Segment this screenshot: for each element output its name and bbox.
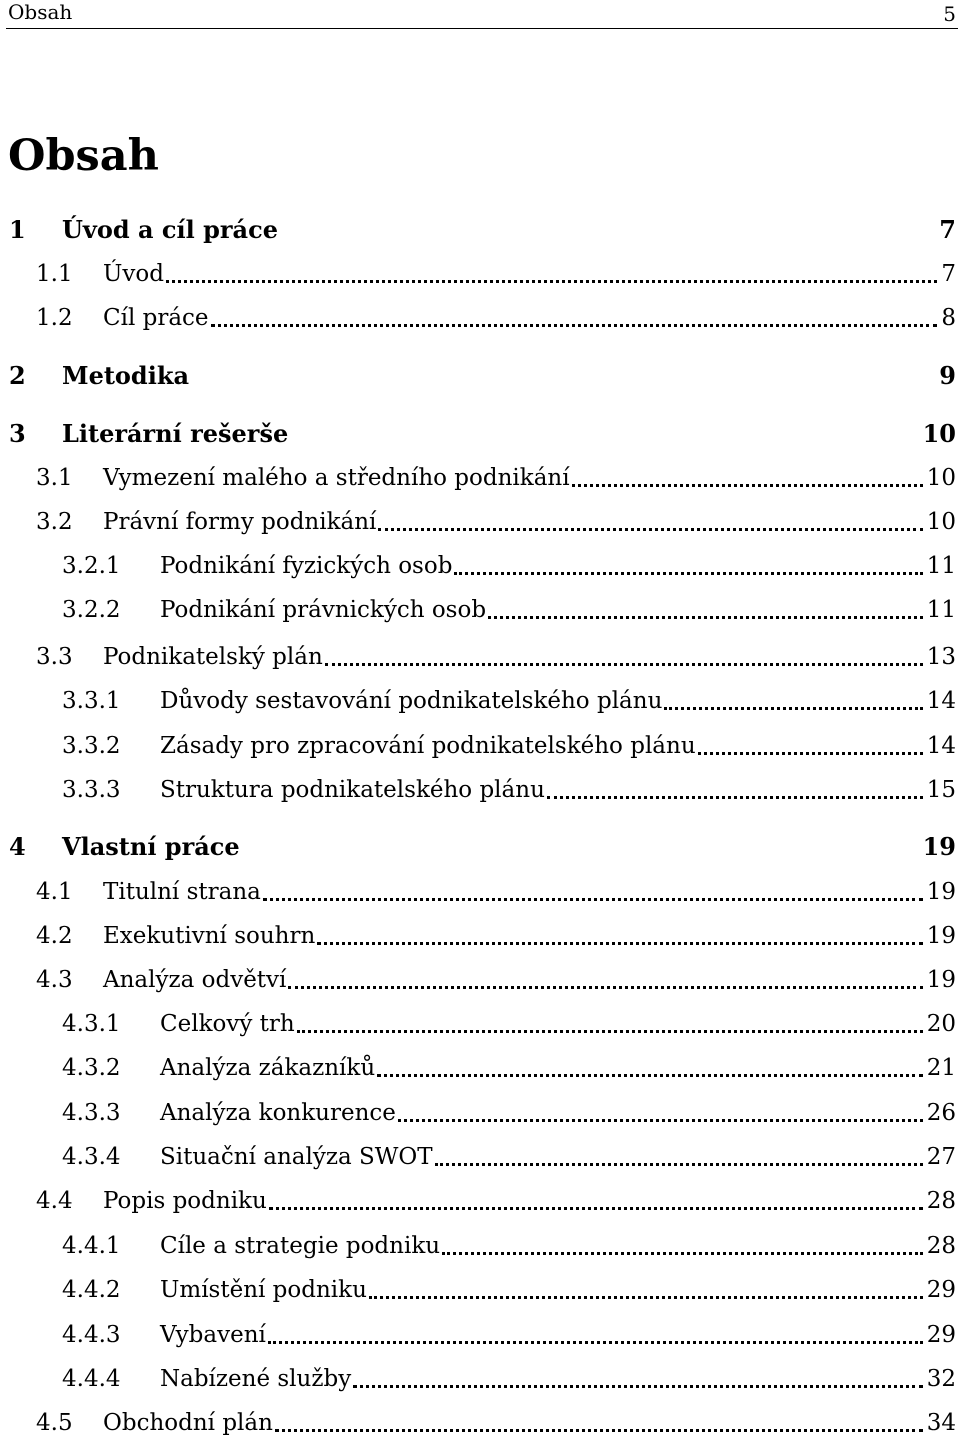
toc-entry-title: Popis podniku	[103, 1188, 267, 1214]
toc-entry-title: Analýza konkurence	[160, 1100, 396, 1126]
toc-dot-leader	[288, 986, 922, 989]
toc-entry-number: 4.2	[36, 923, 73, 949]
toc-entry[interactable]	[0, 505, 960, 539]
toc-entry-title: Podnikání právnických osob	[160, 597, 487, 623]
toc-entry[interactable]	[0, 359, 960, 393]
toc-entry-number: 1.2	[36, 305, 73, 331]
toc-entry-number: 4.3.2	[62, 1055, 121, 1081]
toc-entry-title: Vlastní práce	[62, 832, 240, 861]
toc-entry-title: Titulní strana	[103, 879, 261, 905]
toc-entry[interactable]	[0, 684, 960, 718]
toc-dot-leader	[275, 1429, 923, 1432]
toc-dot-leader	[297, 1030, 923, 1033]
toc-entry[interactable]	[0, 213, 960, 247]
toc-entry-page: 9	[939, 361, 956, 390]
toc-entry-title: Podnikatelský plán	[103, 644, 323, 670]
toc-entry-number: 4.3.4	[62, 1144, 121, 1170]
toc-entry-number: 3.2	[36, 509, 73, 535]
toc-entry-title: Úvod	[103, 261, 164, 287]
toc-entry-title: Celkový trh	[160, 1011, 295, 1037]
toc-entry-title: Exekutivní souhrn	[103, 923, 316, 949]
toc-entry[interactable]	[0, 549, 960, 583]
toc-entry-page: 14	[926, 733, 956, 759]
toc-entry[interactable]	[0, 1362, 960, 1396]
toc-entry-title: Zásady pro zpracování podnikatelského plánu	[160, 733, 696, 759]
toc-entry[interactable]	[0, 417, 960, 451]
toc-entry-number: 4	[9, 832, 26, 861]
toc-entry-number: 4.3	[36, 967, 73, 993]
toc-entry-number: 3.2.1	[62, 553, 121, 579]
toc-dot-leader	[325, 663, 923, 666]
header-section-title: Obsah	[8, 0, 73, 24]
toc-entry[interactable]	[0, 257, 960, 291]
toc-entry-page: 34	[926, 1410, 956, 1436]
toc-entry-page: 20	[926, 1011, 956, 1037]
toc-entry-title: Analýza odvětví	[103, 967, 287, 993]
toc-dot-leader	[211, 324, 938, 327]
toc-entry-number: 4.1	[36, 879, 73, 905]
toc-entry-page: 32	[926, 1366, 956, 1392]
toc-entry[interactable]	[0, 1229, 960, 1263]
toc-dot-leader	[269, 1207, 923, 1210]
toc-entry-page: 13	[926, 644, 956, 670]
toc-entry-number: 3.3.2	[62, 733, 121, 759]
toc-entry[interactable]	[0, 1318, 960, 1352]
toc-entry-number: 3.2.2	[62, 597, 121, 623]
toc-entry-number: 3.3.3	[62, 777, 121, 803]
toc-dot-leader	[263, 898, 923, 901]
toc-dot-leader	[442, 1252, 923, 1255]
toc-entry-number: 4.4.2	[62, 1277, 121, 1303]
toc-entry-number: 4.4.1	[62, 1233, 121, 1259]
toc-entry-page: 10	[922, 419, 956, 448]
toc-entry-number: 4.5	[36, 1410, 73, 1436]
toc-dot-leader	[488, 616, 923, 619]
toc-entry-title: Struktura podnikatelského plánu	[160, 777, 545, 803]
page-title: Obsah	[8, 131, 159, 181]
toc-entry-number: 2	[9, 361, 26, 390]
toc-entry[interactable]	[0, 773, 960, 807]
toc-entry-title: Cíle a strategie podniku	[160, 1233, 441, 1259]
toc-dot-leader	[166, 280, 937, 283]
toc-dot-leader	[369, 1296, 923, 1299]
toc-dot-leader	[698, 752, 923, 755]
toc-entry[interactable]	[0, 640, 960, 674]
toc-entry-title: Situační analýza SWOT	[160, 1144, 433, 1170]
toc-entry-title: Metodika	[62, 361, 190, 390]
toc-entry-page: 19	[926, 923, 956, 949]
toc-dot-leader	[353, 1385, 923, 1388]
toc-entry-title: Cíl práce	[103, 305, 209, 331]
toc-entry-title: Obchodní plán	[103, 1410, 273, 1436]
toc-entry-title: Vymezení malého a středního podnikání	[103, 465, 570, 491]
toc-entry-page: 10	[926, 465, 956, 491]
toc-dot-leader	[377, 1074, 923, 1077]
header-page-number: 5	[943, 2, 956, 26]
toc-entry-number: 1.1	[36, 261, 73, 287]
toc-entry[interactable]	[0, 593, 960, 627]
running-header	[6, 0, 958, 29]
toc-entry-page: 11	[926, 597, 956, 623]
toc-dot-leader	[378, 528, 922, 531]
toc-entry[interactable]	[0, 1273, 960, 1307]
toc-entry-page: 29	[926, 1277, 956, 1303]
toc-entry-page: 11	[926, 553, 956, 579]
toc-entry-page: 15	[926, 777, 956, 803]
toc-entry-number: 3	[9, 419, 26, 448]
toc-entry-number: 3.1	[36, 465, 73, 491]
toc-entry[interactable]	[0, 1140, 960, 1174]
toc-entry-page: 19	[922, 832, 956, 861]
toc-entry-page: 8	[941, 305, 956, 331]
toc-entry[interactable]	[0, 875, 960, 909]
toc-entry-page: 28	[926, 1233, 956, 1259]
toc-dot-leader	[268, 1341, 923, 1344]
toc-entry[interactable]	[0, 830, 960, 864]
toc-entry-number: 4.3.3	[62, 1100, 121, 1126]
toc-entry-page: 28	[926, 1188, 956, 1214]
toc-dot-leader	[435, 1163, 923, 1166]
toc-entry-page: 21	[926, 1055, 956, 1081]
toc-entry-number: 4.4.3	[62, 1322, 121, 1348]
toc-entry-number: 3.3	[36, 644, 73, 670]
toc-dot-leader	[664, 707, 922, 710]
toc-entry-page: 19	[926, 967, 956, 993]
toc-entry-page: 19	[926, 879, 956, 905]
toc-dot-leader	[398, 1119, 923, 1122]
toc-entry[interactable]	[0, 1051, 960, 1085]
toc-entry[interactable]	[0, 1007, 960, 1041]
toc-dot-leader	[547, 796, 923, 799]
toc-entry[interactable]	[0, 1406, 960, 1440]
toc-entry-page: 7	[941, 261, 956, 287]
toc-entry-number: 4.3.1	[62, 1011, 121, 1037]
toc-entry-page: 14	[926, 688, 956, 714]
toc-entry[interactable]	[0, 1096, 960, 1130]
toc-entry-number: 1	[9, 215, 26, 244]
toc-entry[interactable]	[0, 729, 960, 763]
toc-dot-leader	[572, 484, 923, 487]
toc-dot-leader	[454, 572, 922, 575]
toc-entry[interactable]	[0, 1184, 960, 1218]
toc-entry[interactable]	[0, 461, 960, 495]
toc-dot-leader	[317, 942, 922, 945]
toc-entry[interactable]	[0, 919, 960, 953]
toc-entry-page: 27	[926, 1144, 956, 1170]
toc-entry-title: Úvod a cíl práce	[62, 215, 278, 244]
toc-entry-title: Podnikání fyzických osob	[160, 553, 453, 579]
toc-entry-number: 3.3.1	[62, 688, 121, 714]
toc-entry-page: 10	[926, 509, 956, 535]
toc-entry-number: 4.4	[36, 1188, 73, 1214]
toc-entry-title: Nabízené služby	[160, 1366, 352, 1392]
toc-entry-page: 26	[926, 1100, 956, 1126]
toc-entry-title: Právní formy podnikání	[103, 509, 377, 535]
toc-entry-title: Důvody sestavování podnikatelského plánu	[160, 688, 663, 714]
toc-entry-title: Vybavení	[160, 1322, 266, 1348]
toc-entry[interactable]	[0, 301, 960, 335]
toc-entry[interactable]	[0, 963, 960, 997]
toc-entry-title: Literární rešerše	[62, 419, 289, 448]
toc-entry-title: Umístění podniku	[160, 1277, 367, 1303]
toc-entry-page: 7	[939, 215, 956, 244]
toc-entry-page: 29	[926, 1322, 956, 1348]
toc-entry-number: 4.4.4	[62, 1366, 121, 1392]
toc-entry-title: Analýza zákazníků	[160, 1055, 376, 1081]
